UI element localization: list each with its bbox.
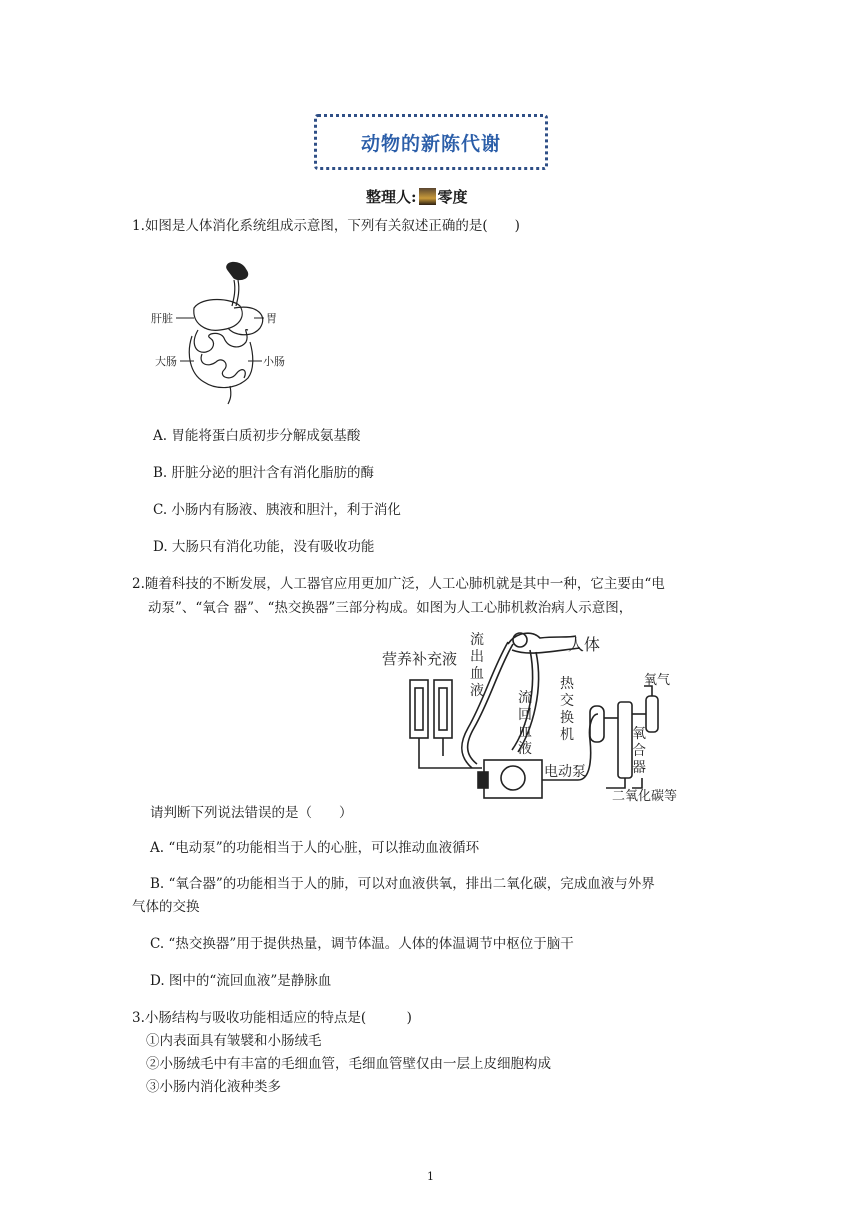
q2-option-c: C. “热交换器”用于提供热量，调节体温。人体的体温调节中枢位于脑干 bbox=[150, 936, 574, 952]
q1-option-d: D. 大肠只有消化功能，没有吸收功能 bbox=[153, 539, 375, 555]
label-human: 人体 bbox=[568, 635, 601, 654]
q2-prompt: 请判断下列说法错误的是（ ） bbox=[150, 805, 353, 821]
heart-lung-machine-figure bbox=[380, 630, 700, 802]
page-number: 1 bbox=[427, 1170, 434, 1183]
label-nutrition: 营养补充液 bbox=[382, 650, 458, 668]
q1-option-b: B. 肝脏分泌的胆汁含有消化脂肪的酶 bbox=[153, 465, 375, 481]
q3-item-1: ①内表面具有皱襞和小肠绒毛 bbox=[146, 1033, 322, 1049]
q1-option-c: C. 小肠内有肠液、胰液和胆汁，利于消化 bbox=[153, 502, 401, 518]
q2-stem-line2: 动泵”、“氧合 器”、“热交换器”三部分构成。如图为人工心肺机救治病人示意图， bbox=[148, 600, 633, 616]
q2-option-d: D. 图中的“流回血液”是静脉血 bbox=[150, 973, 332, 989]
digestive-system-figure bbox=[150, 258, 290, 408]
title-box bbox=[314, 114, 548, 170]
compiler-line bbox=[366, 186, 468, 207]
label-heat-exchanger: 热交换机 bbox=[560, 676, 574, 743]
label-oxygen: 氧气 bbox=[644, 673, 671, 688]
label-return: 流回血液 bbox=[518, 690, 532, 757]
q2-option-a: A. “电动泵”的功能相当于人的心脏，可以推动血液循环 bbox=[150, 840, 480, 856]
label-large-intestine: 大肠 bbox=[155, 355, 177, 368]
page-title: 动物的新陈代谢 bbox=[360, 132, 501, 155]
q2-stem-line1: 2.随着科技的不断发展，人工器官应用更加广泛，人工心肺机就是其中一种，它主要由“电 bbox=[132, 576, 665, 592]
label-oxygenator: 氧合器 bbox=[632, 726, 646, 776]
label-pump: 电动泵 bbox=[544, 764, 586, 780]
label-liver: 肝脏 bbox=[151, 312, 173, 325]
q3-item-3: ③小肠内消化液种类多 bbox=[146, 1079, 281, 1095]
q2-option-b-cont: 气体的交换 bbox=[132, 899, 200, 915]
compiler-name: 零度 bbox=[437, 188, 468, 206]
q3-item-2: ②小肠绒毛中有丰富的毛细血管，毛细血管壁仅由一层上皮细胞构成 bbox=[146, 1056, 551, 1072]
q3-stem: 3.小肠结构与吸收功能相适应的特点是( ) bbox=[132, 1010, 412, 1026]
label-small-intestine: 小肠 bbox=[263, 355, 285, 368]
label-co2: 二氧化碳等 bbox=[612, 789, 678, 802]
q1-option-a: A. 胃能将蛋白质初步分解成氨基酸 bbox=[153, 428, 361, 444]
compiler-label: 整理人: bbox=[366, 188, 417, 206]
q2-option-b: B. “氧合器”的功能相当于人的肺，可以对血液供氧，排出二氧化碳，完成血液与外界 bbox=[150, 876, 655, 892]
label-stomach: 胃 bbox=[266, 312, 277, 325]
avatar bbox=[419, 188, 436, 205]
q1-stem: 1.如图是人体消化系统组成示意图，下列有关叙述正确的是( ) bbox=[132, 218, 520, 234]
label-outflow: 流出血液 bbox=[470, 632, 484, 699]
